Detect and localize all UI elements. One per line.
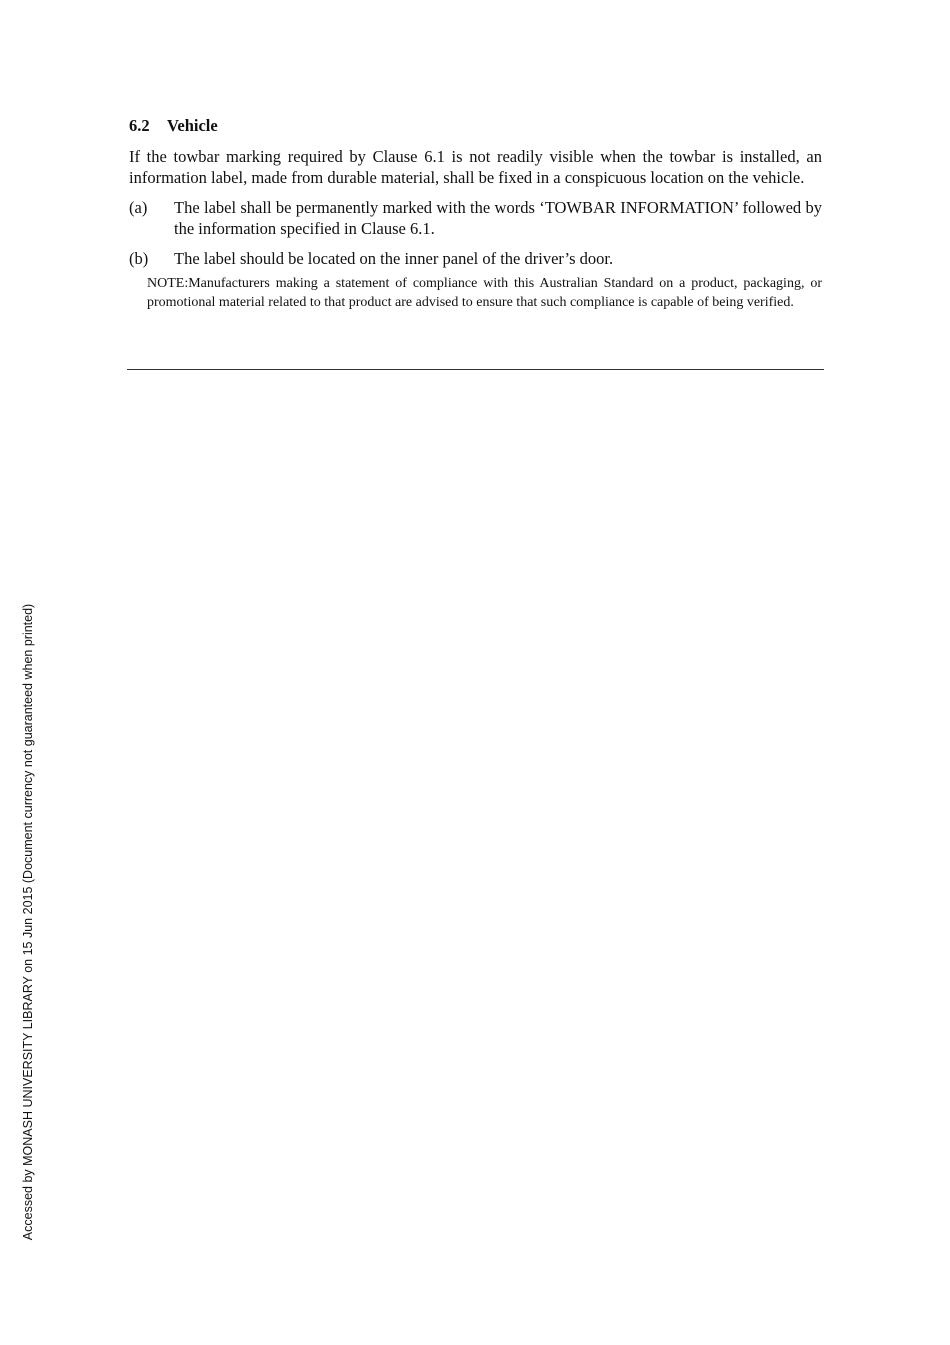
section-divider [127, 369, 824, 370]
list-marker: (a) [129, 198, 148, 217]
document-body [129, 114, 822, 312]
intro-paragraph: If the towbar marking required by Clause 6.1 is not readily visible when the towbar is installed, an information label, made from durable material, shall be fixed in a conspicuous location on the vehicle. [129, 147, 822, 187]
list-item-text: The label shall be permanently marked with the words ‘TOWBAR INFORMATION’ followed by the information specified in Clause 6.1. [174, 198, 822, 238]
access-watermark: Accessed by MONASH UNIVERSITY LIBRARY on 15 Jun 2015 (Document currency not guaranteed when printed) [21, 603, 35, 1241]
compliance-note: NOTE:Manufacturers making a statement of compliance with this Australian Standard on a product, packaging, or promotional material related to that product are advised to ensure that such compliance is capable of being verified. [147, 276, 822, 310]
list-item-b [129, 248, 822, 269]
list-marker: (b) [129, 249, 149, 268]
list-item-a [129, 197, 822, 239]
section-title: Vehicle [167, 116, 218, 135]
section-number: 6.2 [129, 116, 150, 135]
list-item-text: The label should be located on the inner panel of the driver’s door. [174, 249, 614, 268]
section-heading [129, 114, 822, 138]
